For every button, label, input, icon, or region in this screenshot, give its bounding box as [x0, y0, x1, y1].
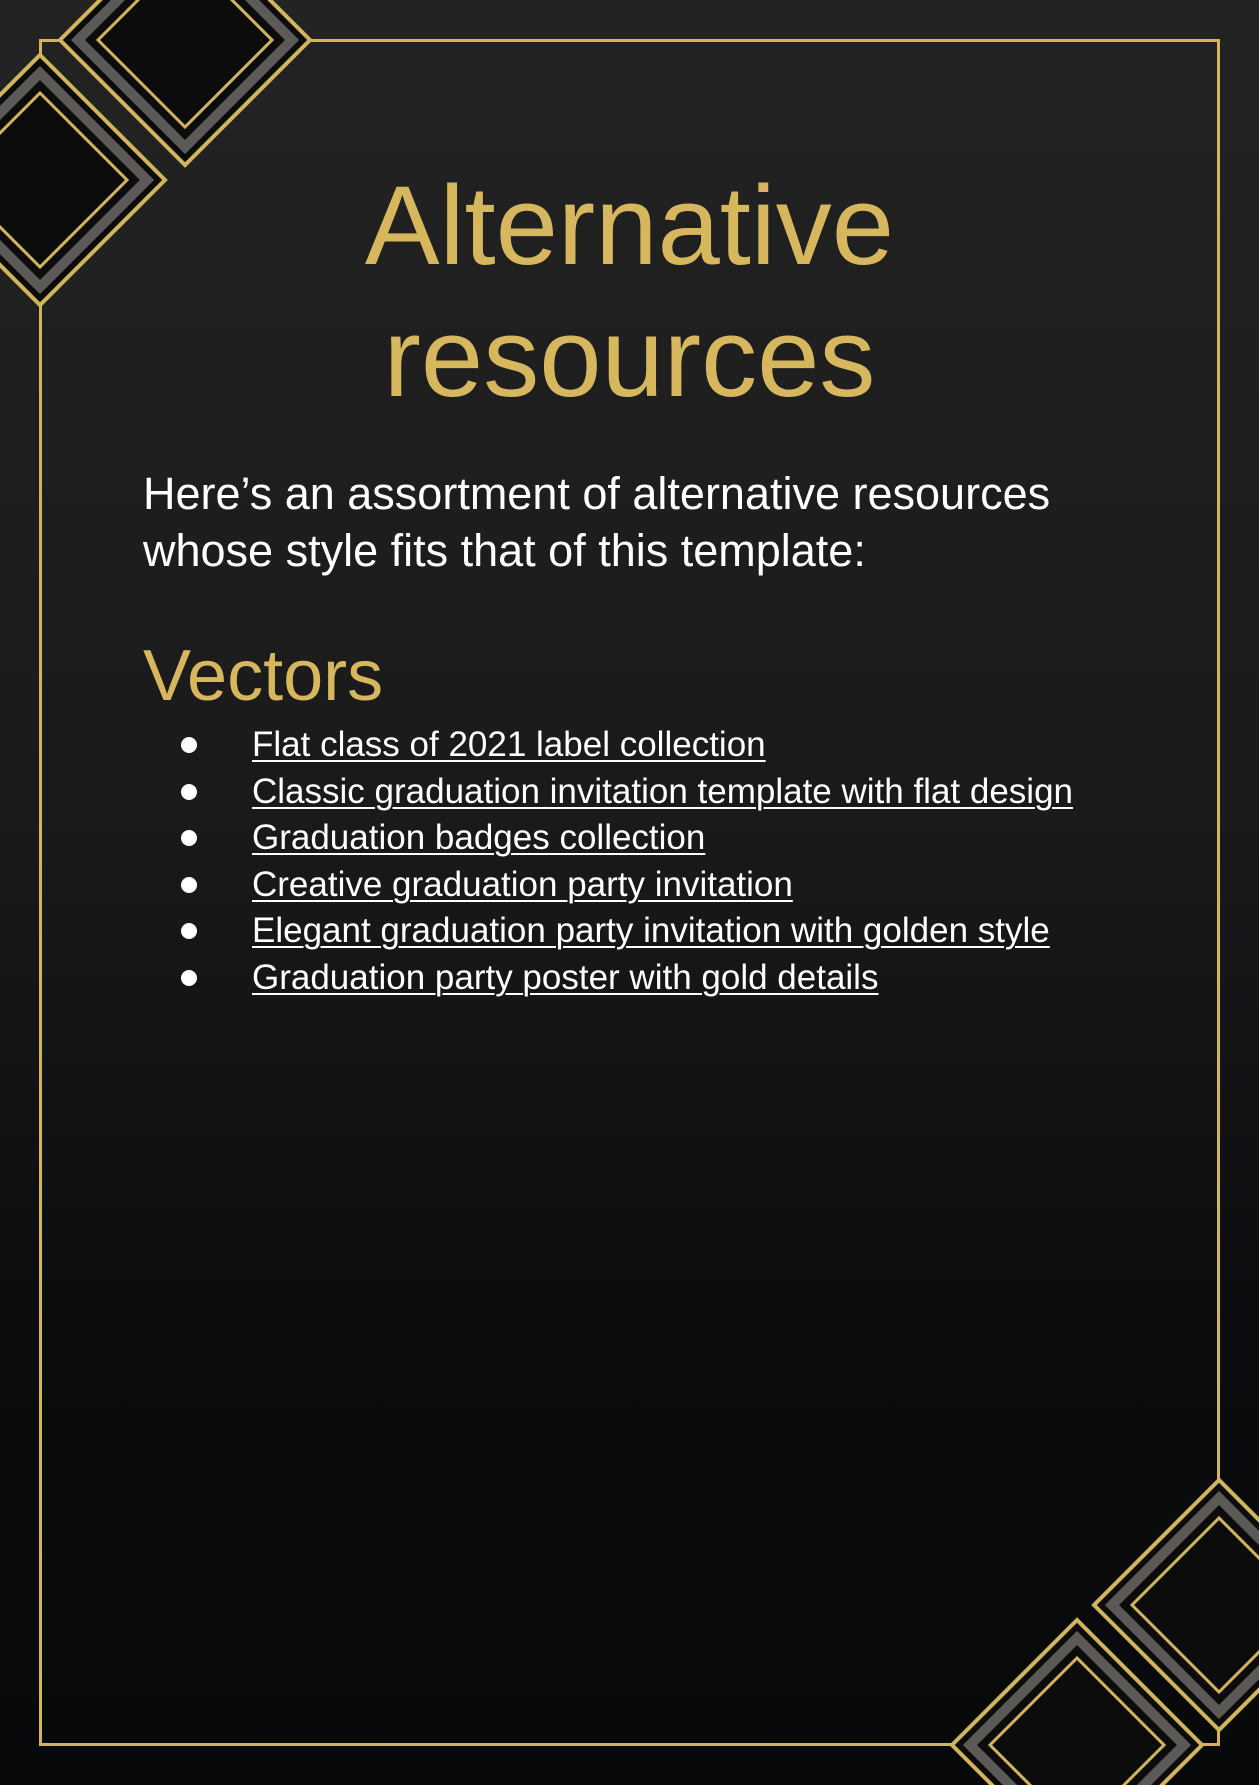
list-item: [143, 722, 1083, 769]
vectors-resource-list: [143, 722, 1083, 1001]
bullet-icon: [181, 830, 197, 846]
resource-link-graduation-badges[interactable]: Graduation badges collection: [252, 818, 706, 857]
resource-link-flat-class-label[interactable]: Flat class of 2021 label collection: [252, 725, 766, 764]
bullet-icon: [181, 784, 197, 800]
bullet-icon: [181, 737, 197, 753]
bullet-icon: [181, 877, 197, 893]
section-heading-vectors: Vectors: [143, 636, 384, 716]
list-item: [143, 908, 1083, 955]
bullet-icon: [181, 970, 197, 986]
list-item: [143, 769, 1083, 816]
resource-link-classic-invitation[interactable]: Classic graduation invitation template with flat design: [252, 771, 1073, 811]
resource-link-party-poster[interactable]: Graduation party poster with gold details: [252, 957, 879, 997]
bullet-icon: [181, 923, 197, 939]
title-line-2: resources: [383, 295, 876, 420]
list-item: [143, 815, 1083, 862]
bottom-right-diamond-ornament: [952, 1480, 1259, 1785]
intro-paragraph: Here’s an assortment of alternative resources whose style fits that of this template:: [143, 468, 1051, 576]
resource-link-creative-invitation[interactable]: Creative graduation party invitation: [252, 864, 793, 904]
title-line-1: Alternative: [364, 163, 895, 288]
list-item: [143, 862, 1083, 909]
resource-link-elegant-invitation[interactable]: Elegant graduation party invitation with golden style: [252, 911, 1050, 950]
page-title: [0, 160, 1259, 424]
list-item: [143, 955, 1083, 1002]
